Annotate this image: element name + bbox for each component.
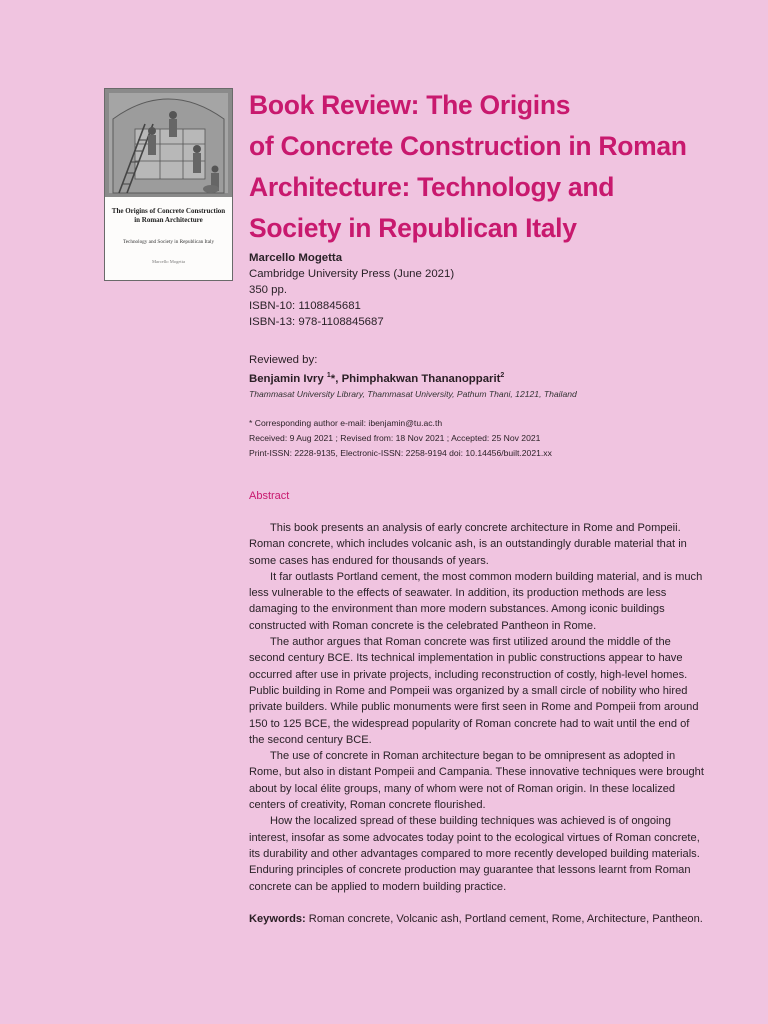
keywords-label: Keywords:: [249, 913, 306, 925]
book-author: Marcello Mogetta: [249, 252, 343, 264]
page-title: [249, 85, 719, 249]
book-isbn10: ISBN-10: 1108845681: [249, 300, 361, 312]
cover-illustration: [105, 89, 232, 197]
reviewed-by-label: Reviewed by:: [249, 354, 318, 366]
article-info: [249, 416, 719, 461]
cover-title: The Origins of Concrete Construction in Roman Architecture: [111, 207, 226, 224]
reviewer-separator: ,: [335, 372, 342, 385]
reviewer-affiliation: Thammasat University Library, Thammasat University, Pathum Thani, 12121, Thailand: [249, 388, 577, 399]
issn-doi: Print-ISSN: 2228-9135, Electronic-ISSN: 2258-9194 doi: 10.14456/built.2021.xx: [249, 448, 552, 458]
abstract-heading: Abstract: [249, 490, 290, 502]
reviewers-block: [249, 352, 719, 401]
cover-subtitle: Technology and Society in Republican Italy: [122, 239, 215, 245]
corresponding-email: * Corresponding author e-mail: ibenjamin@tu.ac.th: [249, 418, 443, 428]
abstract-paragraph: How the localized spread of these building techniques was achieved is of ongoing interest, insofar as some advocates today point to the ecological virtues of Roman concrete, its durability and other advantages compared to more recently developed building materials. Enduring principles of concrete production may guarantee that lessons learnt from Roman concrete can be applied to modern building practice.: [249, 815, 700, 893]
book-details: [249, 250, 719, 330]
reviewer-1-affiliation-mark: 1: [326, 372, 331, 379]
reviewer-2-affiliation-mark: 2: [500, 372, 505, 379]
abstract-paragraph: The use of concrete in Roman architecture began to be omnipresent as adopted in Rome, but also in distant Pompeii and Campania. These innovative techniques were brought about by local élite groups, many of whom were not of Roman origin. In these localized centers of creativity, Roman concrete flourished.: [249, 750, 704, 812]
title-line: Society in Republican Italy: [249, 213, 577, 243]
cover-author: Marcello Mogetta: [151, 259, 186, 264]
keywords: [249, 911, 719, 927]
corresponding-mark: *: [330, 372, 336, 385]
reviewer-names: [249, 368, 719, 387]
abstract-body: [249, 520, 707, 895]
keywords-text: Roman concrete, Volcanic ash, Portland cement, Rome, Architecture, Pantheon.: [305, 913, 703, 925]
title-line: Architecture: Technology and: [249, 172, 615, 202]
book-isbn13: ISBN-13: 978-1108845687: [249, 316, 384, 328]
book-pages: 350 pp.: [249, 284, 288, 296]
reviewer-1: Benjamin Ivry: [249, 372, 324, 385]
reviewer-2: Phimphakwan Thananopparit: [341, 372, 501, 385]
title-line: of Concrete Construction in Roman: [249, 131, 687, 161]
title-line: Book Review: The Origins: [249, 90, 571, 120]
book-publisher: Cambridge University Press (June 2021): [249, 268, 455, 280]
abstract-paragraph: The author argues that Roman concrete was first utilized around the middle of the second century BCE. Its technical implementation in public constructions appear to have occurred after use in private projects, including reconstruction of costly, high-level homes. Public building in Rome and Pompeii was organized by a small circle of nobility who hired private builders. While public monuments were first seen in Rome and Pompeii from around 150 to 125 BCE, the widespread popularity of Roman concrete had to wait until the end of the second century BCE.: [249, 636, 699, 746]
abstract-paragraph: This book presents an analysis of early concrete architecture in Rome and Pompeii. Roman concrete, which includes volcanic ash, is an outstandingly durable material that in some cases has endured for thousands of years.: [249, 522, 687, 567]
book-cover: [104, 88, 233, 281]
article-dates: Received: 9 Aug 2021 ; Revised from: 18 Nov 2021 ; Accepted: 25 Nov 2021: [249, 433, 541, 443]
abstract-paragraph: It far outlasts Portland cement, the most common modern building material, and is much less vulnerable to the effects of seawater. In addition, its production methods are less damaging to the environment than more modern substances. Among iconic buildings constructed with Roman concrete is the celebrated Pantheon in Rome.: [249, 570, 703, 632]
